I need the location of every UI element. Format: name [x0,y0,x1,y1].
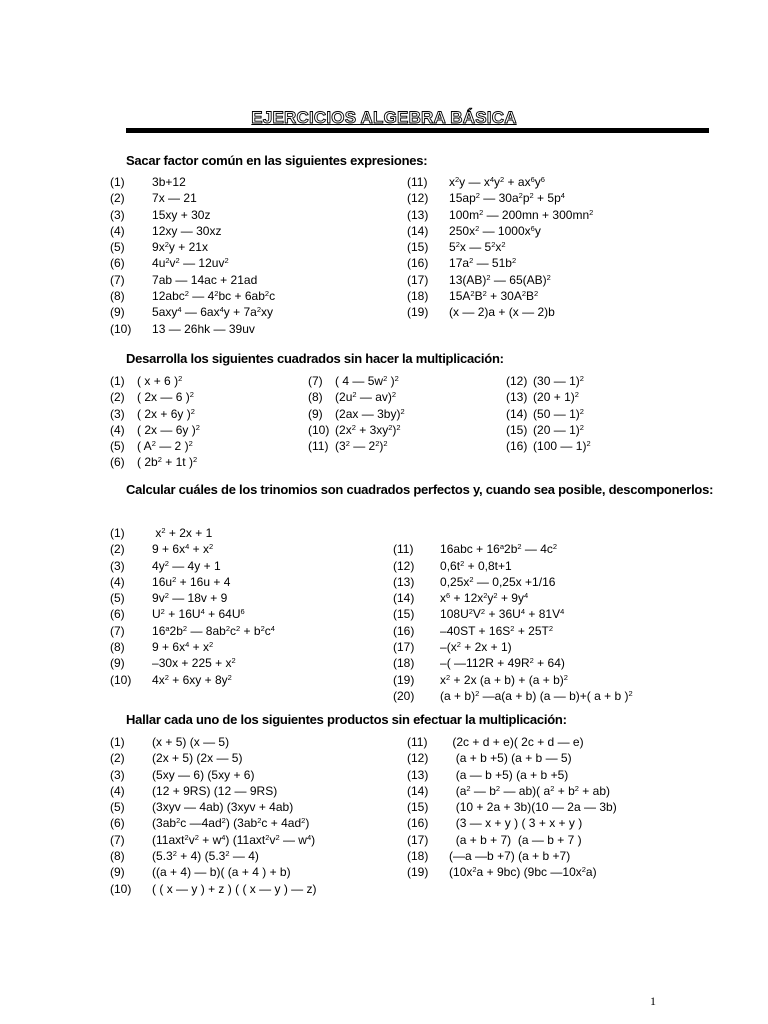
exercise-number: (3) [110,406,125,421]
exercise-expression: $U^2 + 16U^4 + 64U^6$ [152,607,245,622]
exercise-number: (13) [407,767,429,782]
exercise-number: (10) [110,881,132,896]
exercise-number: (4) [110,223,125,238]
exercise-expression: (—a —b +7) (a + b +7) [449,849,571,864]
exercise-number: (16) [407,816,429,831]
exercise-item [308,373,405,389]
exercise-expression: ( 2x — 6y )$^2$ [137,422,200,437]
exercise-number: (17) [407,272,429,287]
exercise-number: (17) [407,832,429,847]
exercise-expression: 12xy — 30xz [152,223,222,238]
exercise-item [110,190,275,206]
exercise-item [308,389,405,405]
exercise-expression: $(10x^2a + 9bc)$ (9bc $—10x^2a$) [449,865,597,880]
exercise-number: (5) [110,240,125,255]
exercise-number: (15) [393,607,415,622]
exercise-item [110,750,317,766]
exercise-column [110,174,275,337]
exercise-number: (14) [407,223,429,238]
exercise-item [407,272,593,288]
exercise-item [110,848,317,864]
exercise-item [393,639,633,655]
exercise-expression: $(20 + 1)^2$ [533,390,579,405]
exercise-number: (16) [506,439,528,454]
exercise-number: (9) [110,656,125,671]
exercise-number: (7) [308,374,323,388]
exercise-expression: (2ax — 3by)$^2$ [335,406,405,421]
exercise-item [110,406,200,422]
exercise-number: (1) [110,526,125,540]
exercise-item [393,606,633,622]
exercise-column [110,373,200,471]
exercise-expression: $100m^2$ — $200mn + 300mn^2$ [449,207,594,222]
exercise-item [110,525,275,541]
exercise-expression: ( $A^2$ — 2 )$^2$ [137,439,193,454]
exercise-expression: $x^2 + 2x$ $(a + b) + (a + b)^2$ [440,672,568,687]
exercise-expression: $x^2y$ — $x^4y^2 + ax^6y^6$ [449,175,545,189]
exercise-item [110,541,275,557]
exercise-item [393,541,633,557]
exercise-item [308,406,405,422]
exercise-item [393,590,633,606]
exercise-column [393,525,633,704]
exercise-number: (2) [110,191,125,206]
exercise-expression: ($3^2$ — $2^2)^2$ [335,439,388,454]
exercise-number: (19) [407,305,429,320]
exercise-number: (2) [110,390,125,405]
exercise-expression: ((a + 4) — b)( (a + 4 ) + b) [152,865,291,880]
exercise-expression: $16abc + 16^a2b^2$ — $4c^2$ [440,542,558,557]
exercise-expression: (a + b + 7) (a — b + 7 ) [455,832,582,847]
exercise-number: (20) [393,688,415,703]
exercise-column [308,373,405,454]
exercise-expression: $108U^2V^2 + 36U^4 + 81V^4$ [440,607,565,622]
exercise-number: (11) [407,175,428,189]
exercise-item [506,373,591,389]
exercise-expression: $0,25x^2$ — 0,25x +1/16 [440,574,556,589]
exercise-number: (10) [110,672,132,687]
exercise-number: (12) [506,374,528,388]
exercise-item [110,832,317,848]
exercise-item [110,223,275,239]
exercise-item [110,304,275,320]
exercise-item [110,590,275,606]
exercise-item [407,174,593,190]
exercise-expression: $9 + 6x^4 + x^2$ [152,640,214,655]
exercise-item [308,438,405,454]
exercise-item [110,783,317,799]
exercise-item [506,438,591,454]
exercise-item [110,767,317,783]
exercise-item [393,688,633,704]
exercise-number: (15) [407,240,429,255]
exercise-number: (5) [110,800,125,815]
exercise-number: (8) [110,640,125,655]
exercise-item [407,207,593,223]
exercise-expression: ( x + 6 )$^2$ [137,374,183,388]
exercise-item [407,239,593,255]
exercise-item [110,207,275,223]
exercise-item [110,574,275,590]
exercise-expression: $250x^2$ — $1000x^6y$ [449,223,541,238]
exercise-item [110,655,275,671]
exercise-expression: –( —112R + $49R^2 + 64$) [440,656,565,671]
exercise-expression: $5^2x$ — $5^2x^2$ [449,240,506,255]
exercise-item [110,881,317,897]
exercise-item [110,623,275,639]
page-title: EJERCICIOS ALGEBRA BÁSICA [251,108,517,127]
exercise-number: (14) [393,591,415,606]
exercise-number: (5) [110,591,125,606]
exercise-expression: (30 — 1)$^2$ [533,374,584,388]
exercise-expression: $9v^2$ — 18v + 9 [152,591,228,606]
exercise-expression: ( 4 — $5w^2$ )$^2$ [335,374,399,388]
exercise-number: (9) [110,305,125,320]
exercise-item [110,672,275,688]
exercise-item [393,623,633,639]
exercise-expression: $9x^2y + 21x$ [152,240,208,255]
exercise-expression: (2c + d + e)( 2c + d — e) [452,735,584,749]
exercise-expression: $9 + 6x^4 + x^2$ [152,542,214,557]
exercise-number: (19) [393,672,415,687]
exercise-item [407,304,593,320]
exercise-number: (4) [110,422,125,437]
exercise-item [393,558,633,574]
exercise-number: (7) [110,623,125,638]
exercise-expression: (50 — 1)$^2$ [533,406,584,421]
exercise-number: (8) [308,390,323,405]
exercise-item [110,558,275,574]
exercise-item [407,799,617,815]
exercise-expression: $0,6t^2 + 0,8t+1$ [440,558,512,573]
exercise-expression: ( ( x — y ) + z ) ( ( x — y ) — z) [152,881,317,896]
exercise-number: (12) [407,751,429,766]
exercise-number: (16) [407,256,429,271]
exercise-expression: (x — 2)a + (x — 2)b [449,305,555,320]
exercise-expression: $4x^2 + 6xy + 8y^2$ [152,672,232,687]
exercise-expression: $4y^2$ — 4y + 1 [152,558,221,573]
exercise-item [407,734,617,750]
exercise-number: (8) [110,289,125,304]
exercise-expression: $-30x + 225 + x^2$ [152,656,236,671]
exercise-item [110,438,200,454]
exercise-item [110,255,275,271]
exercise-expression: 13 — 26hk — 39uv [152,321,255,336]
exercise-number: (18) [393,656,415,671]
exercise-column [407,174,593,321]
exercise-column [407,734,617,881]
exercise-expression: (10 + 2a + 3b)(10 — 2a — 3b) [455,800,617,815]
exercise-number: (1) [110,735,125,749]
exercise-item [110,272,275,288]
exercise-item [110,454,200,470]
exercise-number: (10) [308,422,330,437]
exercise-number: (19) [407,865,429,880]
exercise-expression: (100 — 1)$^2$ [533,439,591,454]
exercise-number: (1) [110,175,125,189]
exercise-expression: (a — b +5) (a + b +5) [455,767,569,782]
exercise-item [407,223,593,239]
exercise-column [110,525,275,688]
exercise-item [407,864,617,880]
exercise-number: (14) [407,783,429,798]
exercise-number: (4) [110,574,125,589]
exercise-number: (9) [110,865,125,880]
exercise-number: (6) [110,816,125,831]
exercise-number: (18) [407,849,429,864]
exercise-number: (13) [407,207,429,222]
exercise-expression: (20 — 1)$^2$ [533,422,584,437]
exercise-expression: 5axy$^4$ — $6ax^4y + 7a^2xy$ [152,305,274,320]
exercise-item [407,832,617,848]
exercise-item [110,606,275,622]
exercise-expression: $16^a2b^2$ — $8ab^2c^2 + b^2c^4$ [152,623,275,638]
exercise-number: (5) [110,439,125,454]
exercise-item [407,815,617,831]
exercise-column [506,373,591,454]
exercise-number: (15) [407,800,429,815]
exercise-item [110,639,275,655]
exercise-item [110,239,275,255]
exercise-item [110,815,317,831]
exercise-expression: $15ap^2$ — $30a^2p^2 + 5p^4$ [449,191,565,206]
exercise-number: (10) [110,321,132,336]
exercise-item [407,767,617,783]
exercise-expression: (3 — x + y ) ( 3 + x + y ) [455,816,583,831]
exercise-expression: $-(x^2 + 2x + 1)$ [440,640,512,655]
exercise-expression: $-40ST + 16S^2 + 25T^2$ [440,623,554,638]
exercise-expression: 7ab — 14ac + 21ad [152,272,258,287]
exercise-expression: (3xyv — 4ab) (3xyv + 4ab) [152,800,294,815]
exercise-item [110,174,275,190]
exercise-expression: $(5.3^2 + 4)$ ($5.3^2$ — 4) [152,849,259,864]
exercise-item [110,373,200,389]
exercise-number: (4) [110,783,125,798]
exercise-expression: 13(AB)$^2$ — 65(AB)$^2$ [449,272,551,287]
exercise-expression: $(2x^2 + 3xy^2)^2$ [335,422,401,437]
exercise-number: (11) [407,735,428,749]
exercise-number: (8) [110,849,125,864]
exercise-item [110,321,275,337]
exercise-number: (13) [506,390,528,405]
exercise-item [506,389,591,405]
exercise-number: (7) [110,832,125,847]
exercise-expression: $15A^2B^2 + 30A^2B^2$ [449,289,539,304]
exercise-expression: ( $2b^2 + 1t$ )$^2$ [137,455,198,470]
exercise-number: (6) [110,607,125,622]
exercise-expression: $(a + b)^2$ —a(a + b) (a — b)+( a + b )$^2$ [440,688,633,703]
title-rule [126,128,709,133]
exercise-item [407,288,593,304]
exercise-item [506,406,591,422]
exercise-item [506,422,591,438]
exercise-number: (12) [407,191,429,206]
exercise-item [407,750,617,766]
exercise-expression: 3b+12 [152,175,186,189]
exercise-expression: $x^2 + 2x + 1$ [155,526,213,540]
exercise-number: (6) [110,256,125,271]
exercise-number: (3) [110,558,125,573]
exercise-expression: (a + b +5) (a + b — 5) [455,751,572,766]
exercise-number: (3) [110,767,125,782]
exercise-expression: ($3ab^2c$ $—4ad^2$) $(3ab^2c + 4ad^2)$ [152,816,310,831]
exercise-expression: (2x + 5) (2x — 5) [152,751,243,766]
exercise-expression: $17a^2$ — $51b^2$ [449,256,517,271]
exercise-expression: $16u^2 + 16u + 4$ [152,574,231,589]
exercise-item [110,288,275,304]
exercise-expression: ($2u^2$ — av)$^2$ [335,390,397,405]
exercise-item [393,655,633,671]
exercise-item [110,422,200,438]
exercise-number: (9) [308,406,323,421]
exercise-expression: $x^6 + 12x^2y^2 + 9y^4$ [440,591,529,606]
exercise-item [110,799,317,815]
exercise-number: (16) [393,623,415,638]
exercise-number: (12) [393,558,415,573]
exercise-number: (2) [110,542,125,557]
exercise-number: (3) [110,207,125,222]
exercise-expression: (x + 5) (x — 5) [152,735,230,749]
exercise-item [308,422,405,438]
exercise-item [407,783,617,799]
exercise-number: (17) [393,640,415,655]
exercise-expression: 15xy + 30z [152,207,211,222]
exercise-expression: ( 2x + 6y )$^2$ [137,406,195,421]
exercise-item [407,848,617,864]
section-heading-productos: Hallar cada uno de los siguientes productos sin efectuar la multiplicación: [126,712,567,727]
exercise-number: (14) [506,406,528,421]
exercise-item [407,255,593,271]
exercise-number: (6) [110,455,125,470]
exercise-number: (7) [110,272,125,287]
exercise-number: (11) [393,542,414,557]
exercise-item [110,864,317,880]
exercise-item [110,734,317,750]
section-heading-factor-comun: Sacar factor común en las siguientes expresiones: [126,153,428,168]
exercise-item [407,190,593,206]
exercise-number: (1) [110,374,125,388]
exercise-item [393,672,633,688]
exercise-expression: ( 2x — 6 )$^2$ [137,390,194,405]
exercise-expression: $4u^2v^2$ — $12uv^2$ [152,256,229,271]
exercise-column [110,734,317,897]
exercise-number: (11) [308,439,329,454]
exercise-expression: 7x — 21 [152,191,197,206]
exercise-number: (2) [110,751,125,766]
exercise-number: (15) [506,422,528,437]
exercise-item [110,389,200,405]
exercise-expression: (5xy — 6) (5xy + 6) [152,767,255,782]
exercise-expression: ($a^2$ — $b^2$ — ab)( $a^2 + b^2 + ab$) [455,783,610,798]
page-number: 1 [650,994,656,1008]
exercise-expression: (12 + 9RS) (12 — 9RS) [152,783,278,798]
exercise-item [393,574,633,590]
section-heading-cuadrados: Desarrolla los siguientes cuadrados sin hacer la multiplicación: [126,351,504,366]
exercise-number: (13) [393,574,415,589]
exercise-number: (18) [407,289,429,304]
exercise-expression: $(11axt^2v^2 + w^4)$ ($11axt^2v^2$ — $w^4$) [152,832,316,847]
exercise-expression: 12abc$^2$ — $4^2bc + 6ab^2c$ [152,289,276,304]
section-heading-trinomios: Calcular cuáles de los trinomios son cuadrados perfectos y, cuando sea posible, descomponerlos: [126,482,714,497]
